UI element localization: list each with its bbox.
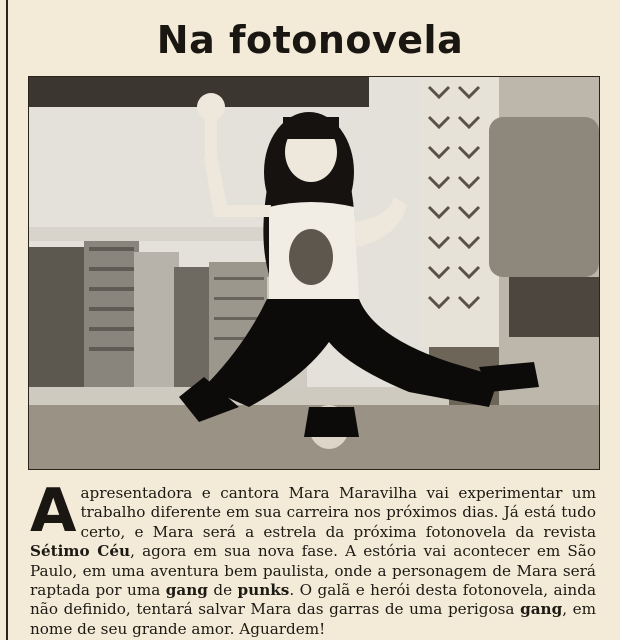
text-segment: de [207,581,238,600]
article-photo [28,76,600,470]
text-segment: . O galã e herói desta fotonovela, ainda não definido, tentará salvar Mara das garras de uma perigosa [30,581,596,619]
left-column-rule [6,0,8,640]
bold-term: gang [165,581,208,600]
photo-illustration [29,77,599,469]
article-body [30,476,597,639]
bold-term: gang [520,600,563,619]
bold-term: punks [237,581,290,600]
drop-cap: A [30,476,77,546]
headline: Na fotonovela [156,18,464,62]
text-segment: apresentadora e cantora Mara Maravilha vai experimentar um trabalho diferente em sua carreira nos próximos dias. Já está tudo certo, e Mara será a estrela da próxima fotonovela da revista [80,484,596,541]
magazine-name: Sétimo Céu [30,542,131,561]
text-segment: , em nome de seu grande amor. Aguardem! [30,600,597,638]
text-segment: , agora em sua nova fase. A estória vai acontecer em São Paulo, em uma aventura bem paulista, onde a personagem de Mara será raptada por uma [30,542,597,600]
article-text [30,476,597,638]
